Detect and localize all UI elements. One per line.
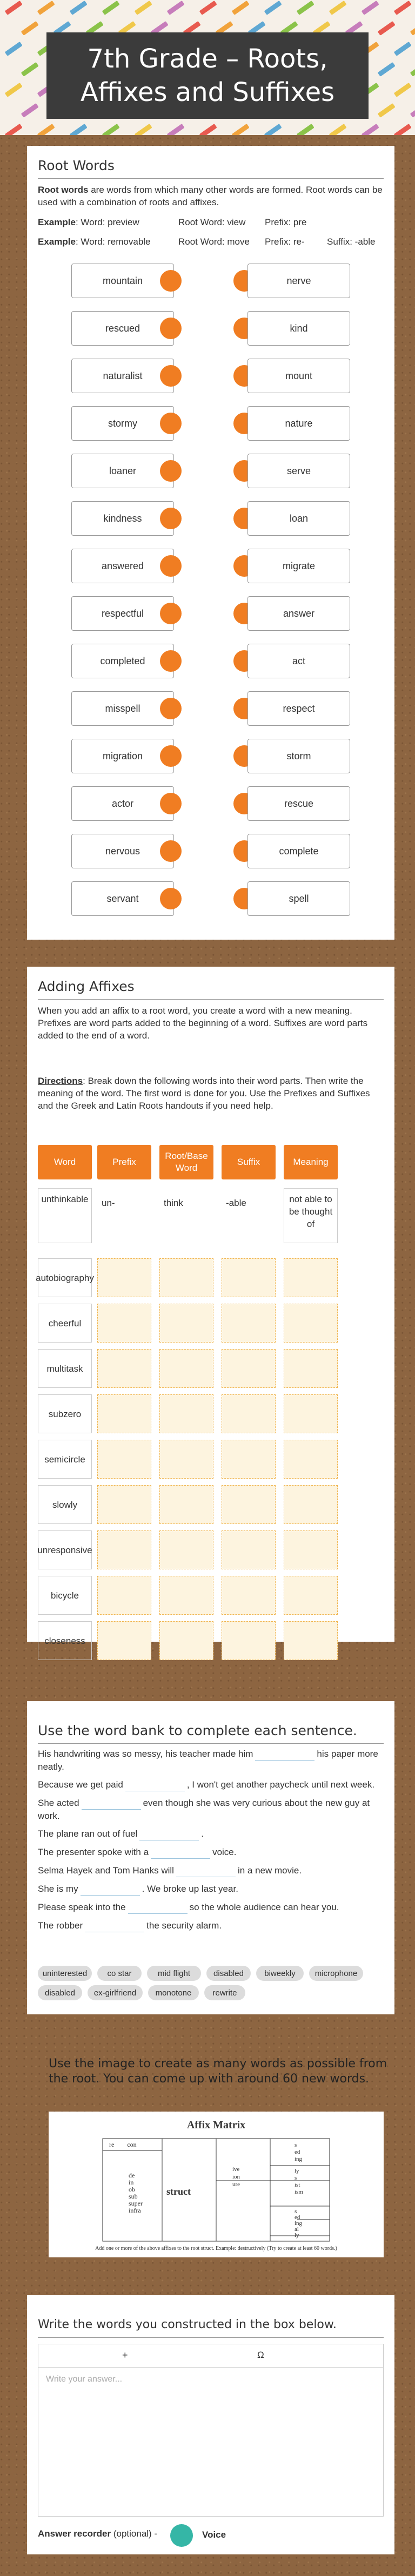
match-left-item[interactable]: actor <box>71 786 174 821</box>
blank-drop-zone[interactable] <box>255 1748 314 1761</box>
pencil-shape <box>362 1 379 15</box>
word-bank-chips <box>38 1966 384 2009</box>
word-chip[interactable]: mid flight <box>147 1966 201 1981</box>
sentence-end: in a new movie. <box>237 1865 302 1876</box>
match-left-connector[interactable] <box>160 270 182 292</box>
table-header: Meaning <box>284 1145 338 1179</box>
drop-zone-root[interactable] <box>159 1349 213 1388</box>
match-left-item[interactable]: loaner <box>71 454 174 488</box>
divider <box>38 1743 384 1744</box>
sentence-start: She acted <box>38 1798 79 1808</box>
divider <box>38 178 384 179</box>
word-chip[interactable]: co star <box>97 1966 142 1981</box>
drop-zone-suffix[interactable] <box>222 1576 276 1615</box>
sentence-start: The plane ran out of fuel <box>38 1829 138 1839</box>
matrix-suffixes-a <box>294 2142 302 2163</box>
match-left-connector[interactable] <box>160 603 182 624</box>
table-row-word: unresponsive <box>38 1530 92 1569</box>
sentence-list <box>38 1748 384 1938</box>
blank-drop-zone[interactable] <box>125 1778 185 1791</box>
pencil-shape <box>135 1 152 15</box>
drop-zone-prefix[interactable] <box>97 1621 151 1660</box>
sentence <box>38 1828 384 1840</box>
drop-zone-suffix[interactable] <box>222 1258 276 1297</box>
insert-plus-button[interactable]: + <box>122 2350 128 2361</box>
voice-label: Voice <box>202 2530 226 2540</box>
directions <box>38 1075 384 1112</box>
drop-zone-meaning[interactable] <box>284 1485 338 1524</box>
word-chip[interactable]: uninterested <box>38 1966 92 1981</box>
word-chip[interactable]: biweekly <box>256 1966 304 1981</box>
affix-item: de <box>129 2172 135 2179</box>
sentence-end: his paper more neatly. <box>38 1749 378 1772</box>
pencil-shape <box>394 42 412 56</box>
match-left-item[interactable]: mountain <box>71 264 174 298</box>
root-words-card <box>27 146 394 940</box>
match-left-connector[interactable] <box>160 698 182 719</box>
pencil-shape <box>378 62 396 77</box>
drop-zone-prefix[interactable] <box>97 1576 151 1615</box>
pencil-shape <box>135 124 152 135</box>
affix-item: s <box>294 2142 297 2148</box>
matrix-grid <box>49 2112 384 2257</box>
match-right-item[interactable]: answer <box>247 596 350 631</box>
affix-table <box>36 1145 384 1646</box>
table-row-word: autobiography <box>38 1258 92 1297</box>
affix-item: ing <box>294 2220 303 2227</box>
affixes-intro: When you add an affix to a root word, you create a word with a new meaning. Prefixes are word parts added to the beginning of a word. Suffixes are word parts added to the end of a word. <box>38 1006 368 1041</box>
match-left-item[interactable]: respectful <box>71 596 174 631</box>
table-row-word: slowly <box>38 1485 92 1524</box>
match-right-item[interactable]: serve <box>247 454 350 488</box>
prefix: re <box>109 2141 115 2148</box>
matrix-card <box>38 2047 394 2263</box>
sentence-end: . <box>201 1829 204 1839</box>
match-right-item[interactable]: nature <box>247 406 350 441</box>
sentence <box>38 1883 384 1896</box>
example-cell-suffix: -able <box>226 1198 246 1208</box>
prefix: con <box>127 2141 137 2148</box>
sentence <box>38 1901 384 1914</box>
pencil-shape <box>5 124 23 135</box>
affix-item: ure <box>232 2181 240 2188</box>
example-root: Root Word: view <box>178 217 246 227</box>
pencil-shape <box>329 1 347 15</box>
adding-affixes-title: Adding Affixes <box>38 979 135 994</box>
matrix-suffixes-d <box>294 2209 302 2238</box>
affix-item: super <box>129 2200 143 2207</box>
word-chip[interactable]: microphone <box>309 1966 363 1981</box>
matrix-suffixes-b <box>232 2166 240 2188</box>
sentence <box>38 1846 384 1859</box>
pencil-shape <box>102 1 120 15</box>
answer-card <box>27 2295 394 2554</box>
pencil-shape <box>70 1 88 15</box>
table-row-word: closeness <box>38 1621 92 1660</box>
matrix-title: Use the image to create as many words as possible from the root. You can come up with around 60 new words. <box>49 2057 387 2086</box>
drop-zone-suffix[interactable] <box>222 1440 276 1479</box>
header-banner <box>0 0 415 135</box>
drop-zone-prefix[interactable] <box>97 1530 151 1569</box>
pencil-shape <box>199 1 217 15</box>
blank-drop-zone[interactable] <box>151 1846 210 1859</box>
word-chip[interactable]: disabled <box>206 1966 251 1981</box>
pencil-shape <box>394 124 412 135</box>
match-left-connector[interactable] <box>160 413 182 434</box>
affix-item: ist <box>294 2182 300 2188</box>
blank-drop-zone[interactable] <box>85 1919 144 1932</box>
affix-item: ion <box>232 2174 240 2180</box>
pencil-shape <box>167 124 185 135</box>
drop-zone-root[interactable] <box>159 1304 213 1343</box>
blank-drop-zone[interactable] <box>81 1883 140 1896</box>
table-header: Suffix <box>222 1145 276 1179</box>
affix-item: ly <box>294 2232 299 2238</box>
match-right-item[interactable]: respect <box>247 691 350 726</box>
affix-item: ed <box>294 2149 300 2155</box>
pencil-shape <box>5 1 23 15</box>
pencil-shape <box>297 1 314 15</box>
match-left-item[interactable]: stormy <box>71 406 174 441</box>
blank-drop-zone[interactable] <box>82 1797 141 1810</box>
root-words-title: Root Words <box>38 158 115 173</box>
table-header: Word <box>38 1145 92 1179</box>
match-left-item[interactable]: servant <box>71 881 174 916</box>
drop-zone-suffix[interactable] <box>222 1485 276 1524</box>
sentence <box>38 1919 384 1932</box>
sentence-start: The presenter spoke with a <box>38 1847 149 1857</box>
sentence <box>38 1797 384 1822</box>
drop-zone-root[interactable] <box>159 1485 213 1524</box>
divider <box>38 999 384 1000</box>
pencil-shape <box>297 124 314 135</box>
pencil-shape <box>394 1 412 15</box>
blank-drop-zone[interactable] <box>128 1901 188 1914</box>
editor-toolbar <box>38 2344 383 2368</box>
match-left-item[interactable]: answered <box>71 549 174 583</box>
match-left-connector[interactable] <box>160 840 182 862</box>
root-words-intro <box>38 184 384 208</box>
matrix-image-title: Affix Matrix <box>186 2119 246 2131</box>
affix-item: ob <box>129 2186 135 2193</box>
match-left-item[interactable]: misspell <box>71 691 174 726</box>
drop-zone-suffix[interactable] <box>222 1530 276 1569</box>
pencil-shape <box>378 103 396 118</box>
drop-zone-suffix[interactable] <box>222 1394 276 1433</box>
special-char-button[interactable]: Ω <box>257 2350 264 2360</box>
table-row-word: bicycle <box>38 1576 92 1615</box>
word-chip[interactable]: rewrite <box>204 1985 245 2000</box>
drop-zone-root[interactable] <box>159 1440 213 1479</box>
pencil-shape <box>199 124 217 135</box>
match-left-item[interactable]: naturalist <box>71 359 174 393</box>
sentence-start: Because we get paid <box>38 1779 123 1790</box>
sentence-start: She is my <box>38 1884 78 1894</box>
root-words-term: Root words <box>38 185 89 195</box>
example-2 <box>38 235 384 248</box>
table-row-word: subzero <box>38 1394 92 1433</box>
drop-zone-prefix[interactable] <box>97 1258 151 1297</box>
pencil-shape <box>410 62 415 77</box>
drop-zone-prefix[interactable] <box>97 1304 151 1343</box>
match-left-connector[interactable] <box>160 460 182 482</box>
sentence-end: voice. <box>212 1847 237 1857</box>
sentence-end: even though she was very curious about the new guy at work. <box>38 1798 370 1821</box>
sentence-end: so the whole audience can hear you. <box>189 1902 339 1912</box>
drop-zone-meaning[interactable] <box>284 1349 338 1388</box>
affix-item: ism <box>294 2189 303 2195</box>
pencil-shape <box>362 124 379 135</box>
adding-affixes-card <box>27 967 394 1646</box>
word-bank-card <box>27 1701 394 2014</box>
table-header: Prefix <box>97 1145 151 1179</box>
match-left-connector[interactable] <box>160 365 182 387</box>
table-header: Root/Base Word <box>159 1145 213 1179</box>
match-right-item[interactable]: storm <box>247 739 350 773</box>
match-left-connector[interactable] <box>160 318 182 339</box>
matrix-prefix-top <box>109 2141 137 2149</box>
pencil-shape <box>410 21 415 36</box>
pencil-shape <box>264 1 282 15</box>
answer-input[interactable]: Write your answer... <box>46 2375 123 2384</box>
word-chip[interactable]: monotone <box>148 1985 199 2000</box>
divider <box>38 2337 384 2338</box>
affix-item: al <box>294 2226 299 2233</box>
match-right-item[interactable]: migrate <box>247 549 350 583</box>
drop-zone-root[interactable] <box>159 1621 213 1660</box>
blank-drop-zone[interactable] <box>139 1828 199 1840</box>
pencil-shape <box>264 124 282 135</box>
affix-item: sub <box>129 2193 138 2200</box>
example-cell-word: unthinkable <box>38 1188 92 1243</box>
title-box <box>46 32 369 119</box>
affix-item: infra <box>129 2207 141 2214</box>
match-right-item[interactable]: rescue <box>247 786 350 821</box>
match-left-connector[interactable] <box>160 745 182 767</box>
example-label: Example <box>38 237 76 247</box>
answer-title: Write the words you constructed in the box below. <box>38 2318 337 2331</box>
pencil-shape <box>21 21 39 36</box>
record-button[interactable] <box>170 2524 193 2547</box>
drop-zone-meaning[interactable] <box>284 1258 338 1297</box>
drop-zone-root[interactable] <box>159 1394 213 1433</box>
drop-zone-suffix[interactable] <box>222 1349 276 1388</box>
sentence-end: . We broke up last year. <box>142 1884 238 1894</box>
matrix-suffixes-c <box>294 2168 303 2196</box>
recorder-optional: (optional) - <box>111 2528 158 2539</box>
example-1 <box>38 216 384 228</box>
sentence-start: Selma Hayek and Tom Hanks will <box>38 1865 174 1876</box>
match-right-item[interactable]: act <box>247 644 350 678</box>
pencil-shape <box>329 124 347 135</box>
sentence-start: The robber <box>38 1920 83 1931</box>
example-root: Root Word: move <box>178 237 250 247</box>
sentence-start: His handwriting was so messy, his teacher made him <box>38 1749 253 1759</box>
example-prefix: Prefix: re- <box>265 237 305 247</box>
match-left-item[interactable]: migration <box>71 739 174 773</box>
drop-zone-meaning[interactable] <box>284 1304 338 1343</box>
pencil-shape <box>378 21 396 36</box>
drop-zone-suffix[interactable] <box>222 1621 276 1660</box>
match-right-item[interactable]: spell <box>247 881 350 916</box>
drop-zone-root[interactable] <box>159 1576 213 1615</box>
sentence <box>38 1748 384 1773</box>
match-left-connector[interactable] <box>160 793 182 814</box>
affix-item: ed <box>294 2214 300 2221</box>
drop-zone-meaning[interactable] <box>284 1576 338 1615</box>
sentence <box>38 1864 384 1877</box>
drop-zone-root[interactable] <box>159 1530 213 1569</box>
affix-item: ly <box>294 2168 299 2174</box>
recorder-label: Answer recorder <box>38 2528 111 2539</box>
match-right-item[interactable]: loan <box>247 501 350 536</box>
match-left-item[interactable]: completed <box>71 644 174 678</box>
affix-item: in <box>129 2179 134 2186</box>
drop-zone-meaning[interactable] <box>284 1621 338 1660</box>
page-title: 7th Grade – Roots, Affixes and Suffixes <box>80 44 335 107</box>
blank-drop-zone[interactable] <box>176 1864 236 1877</box>
example-cell-prefix: un- <box>102 1198 115 1208</box>
sentence <box>38 1778 384 1791</box>
example-cell-meaning: not able to be thought of <box>284 1188 338 1243</box>
match-right-item[interactable]: complete <box>247 834 350 868</box>
match-left-item[interactable]: kindness <box>71 501 174 536</box>
matrix-note: Add one or more of the above affixes to the root struct. Example: destructively (Try to create at least 60 words.) <box>95 2245 337 2251</box>
drop-zone-meaning[interactable] <box>284 1530 338 1569</box>
pencil-shape <box>21 103 39 118</box>
directions-text: : Break down the following words into their word parts. Then write the meaning of the word. The first word is done for you. Use the Prefixes and Suffixes and the Greek and Latin Roots handouts if you need help. <box>38 1076 370 1111</box>
match-left-item[interactable]: rescued <box>71 311 174 346</box>
word-chip[interactable]: disabled <box>38 1985 82 2000</box>
pencil-shape <box>21 62 39 77</box>
pencil-shape <box>5 83 23 97</box>
pencil-shape <box>37 1 55 15</box>
drop-zone-prefix[interactable] <box>97 1440 151 1479</box>
matrix-image <box>49 2112 384 2257</box>
match-left-connector[interactable] <box>160 508 182 529</box>
match-right-item[interactable]: kind <box>247 311 350 346</box>
drop-zone-root[interactable] <box>159 1258 213 1297</box>
pencil-shape <box>102 124 120 135</box>
match-left-connector[interactable] <box>160 650 182 672</box>
table-row-word: cheerful <box>38 1304 92 1343</box>
table-row-word: multitask <box>38 1349 92 1388</box>
affix-item: s <box>294 2175 297 2181</box>
sentence-start: Please speak into the <box>38 1902 126 1912</box>
match-left-connector[interactable] <box>160 555 182 577</box>
pencil-shape <box>232 124 250 135</box>
word-chip[interactable]: ex-girlfriend <box>88 1985 143 2000</box>
example-label: Example <box>38 217 76 227</box>
drop-zone-meaning[interactable] <box>284 1394 338 1433</box>
affix-item: s <box>294 2208 297 2215</box>
matrix-prefixes <box>129 2172 143 2214</box>
example-suffix: Suffix: -able <box>327 237 376 247</box>
drop-zone-suffix[interactable] <box>222 1304 276 1343</box>
pencil-shape <box>410 103 415 118</box>
drop-zone-prefix[interactable] <box>97 1485 151 1524</box>
match-right-item[interactable]: mount <box>247 359 350 393</box>
pencil-shape <box>167 1 185 15</box>
sentence-end: , I won't get another paycheck until next week. <box>186 1779 375 1790</box>
pencil-shape <box>37 124 55 135</box>
example-word: : Word: preview <box>75 217 139 227</box>
drop-zone-prefix[interactable] <box>97 1349 151 1388</box>
affix-item: ive <box>232 2166 240 2173</box>
example-word: : Word: removable <box>75 237 151 247</box>
directions-label: Directions <box>38 1076 83 1086</box>
match-left-connector[interactable] <box>160 888 182 909</box>
answer-box <box>38 2344 384 2517</box>
pencil-shape <box>70 124 88 135</box>
pencil-shape <box>394 83 412 97</box>
match-right-item[interactable]: nerve <box>247 264 350 298</box>
sentence-end: the security alarm. <box>146 1920 222 1931</box>
pencil-shape <box>232 1 250 15</box>
word-bank-title: Use the word bank to complete each sentence. <box>38 1723 357 1738</box>
example-prefix: Prefix: pre <box>265 217 307 227</box>
drop-zone-meaning[interactable] <box>284 1440 338 1479</box>
example-cell-root: think <box>164 1198 183 1208</box>
root-words-definition: are words from which many other words are formed. Root words can be used with a combination of roots and affixes. <box>38 185 383 207</box>
pencil-shape <box>5 42 23 56</box>
answer-recorder <box>38 2528 157 2539</box>
drop-zone-prefix[interactable] <box>97 1394 151 1433</box>
matrix-root: struct <box>166 2186 191 2197</box>
table-row-word: semicircle <box>38 1440 92 1479</box>
affix-item: ing <box>294 2156 303 2162</box>
match-left-item[interactable]: nervous <box>71 834 174 868</box>
